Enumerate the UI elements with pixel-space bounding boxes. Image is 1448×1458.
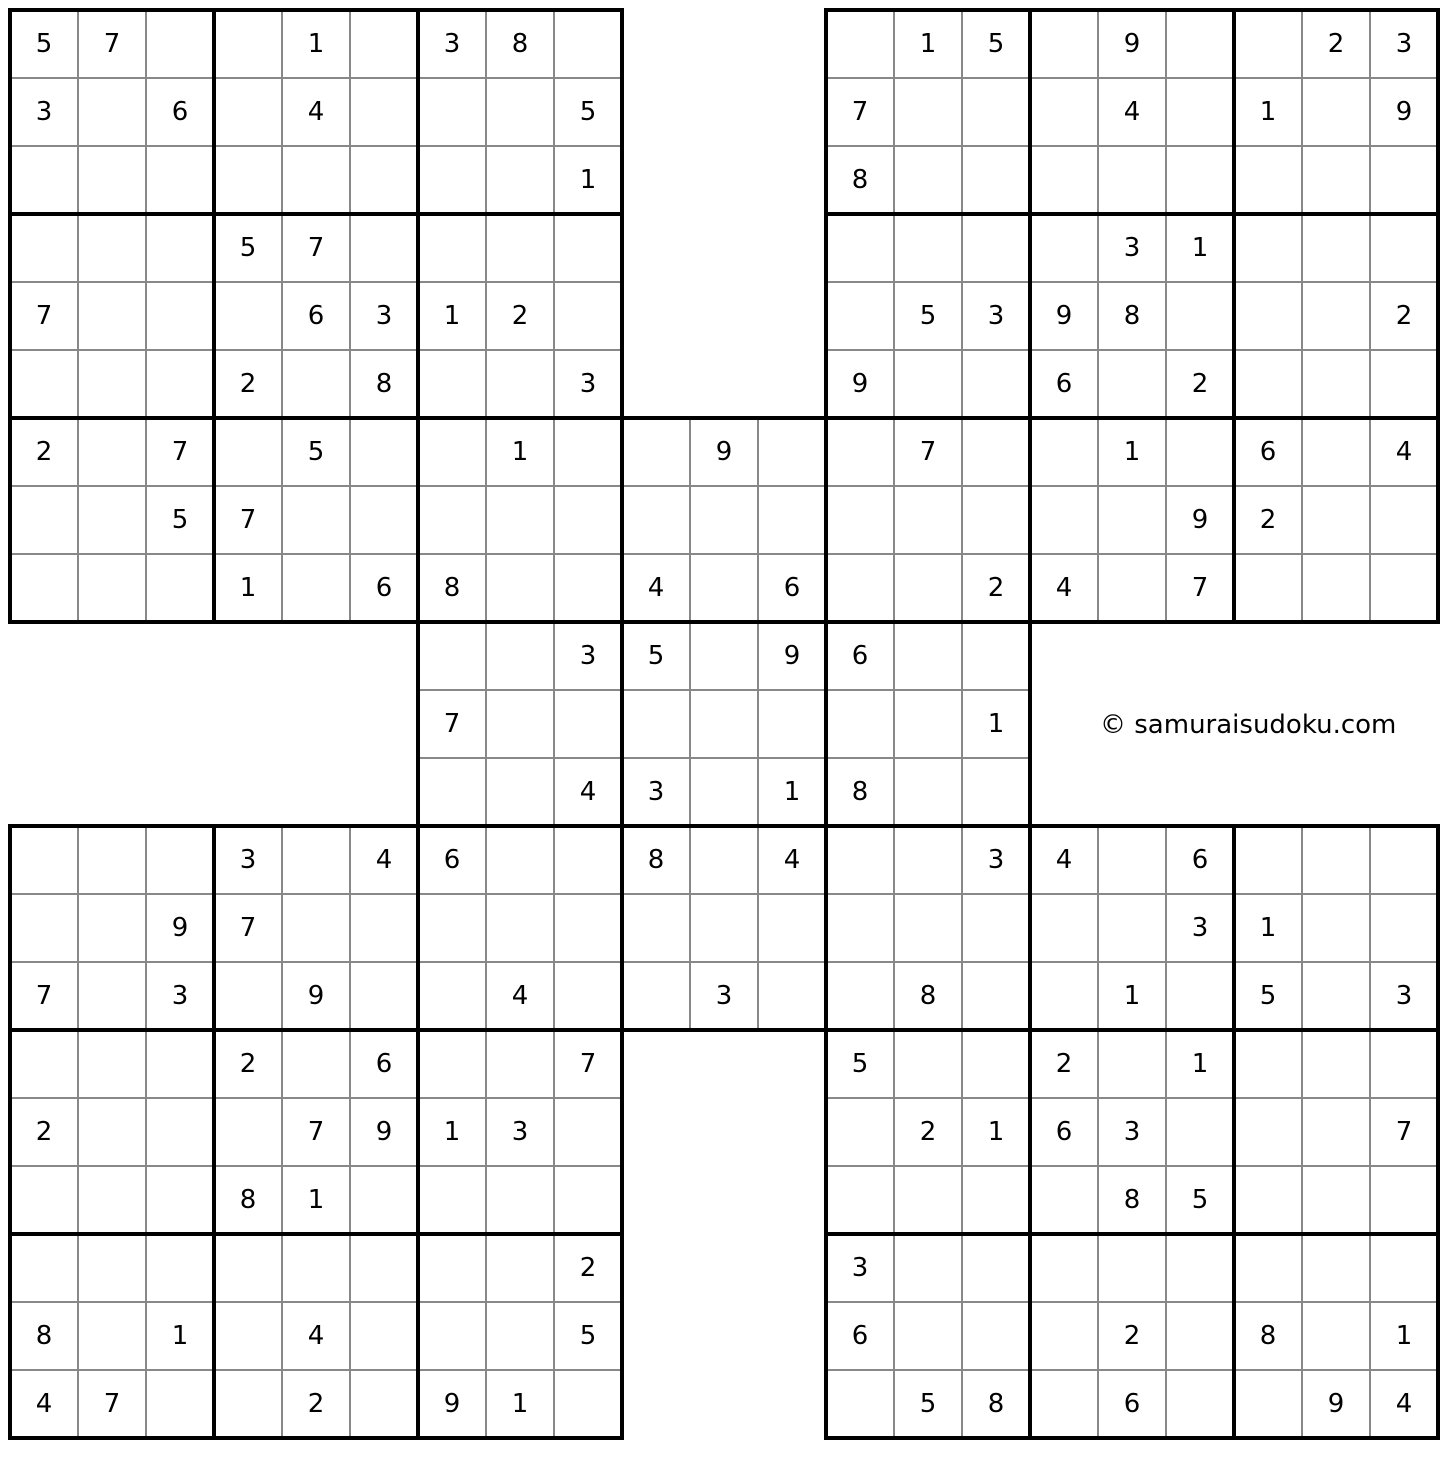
given-digit-cell: 7 xyxy=(103,29,121,59)
given-digit-cell: 4 xyxy=(35,1389,53,1419)
given-digit-cell: 5 xyxy=(579,97,597,127)
given-digit-cell: 7 xyxy=(919,437,937,467)
given-digit-cell: 8 xyxy=(511,29,529,59)
given-digit-cell: 3 xyxy=(987,845,1005,875)
given-digit-cell: 2 xyxy=(35,1117,53,1147)
given-digit-cell: 3 xyxy=(1395,981,1413,1011)
given-digit-cell: 5 xyxy=(919,1389,937,1419)
given-digit-cell: 8 xyxy=(1123,1185,1141,1215)
given-digit-cell: 6 xyxy=(1191,845,1209,875)
given-digit-cell: 8 xyxy=(851,777,869,807)
given-digit-cell: 2 xyxy=(1191,369,1209,399)
given-digit-cell: 7 xyxy=(443,709,461,739)
given-digit-cell: 1 xyxy=(1395,1321,1413,1351)
given-digit-cell: 4 xyxy=(579,777,597,807)
given-digit-cell: 5 xyxy=(987,29,1005,59)
given-digit-cell: 7 xyxy=(579,1049,597,1079)
given-digit-cell: 3 xyxy=(987,301,1005,331)
given-digit-cell: 6 xyxy=(375,573,393,603)
given-digit-cell: 9 xyxy=(783,641,801,671)
given-digit-cell: 3 xyxy=(647,777,665,807)
given-digit-cell: 2 xyxy=(1123,1321,1141,1351)
given-digit-cell: 8 xyxy=(987,1389,1005,1419)
given-digit-cell: 9 xyxy=(307,981,325,1011)
given-digit-cell: 7 xyxy=(1395,1117,1413,1147)
given-digit-cell: 4 xyxy=(307,1321,325,1351)
given-digit-cell: 1 xyxy=(1123,981,1141,1011)
given-digit-cell: 4 xyxy=(1123,97,1141,127)
given-digit-cell: 5 xyxy=(307,437,325,467)
given-digit-cell: 1 xyxy=(1123,437,1141,467)
given-digit-cell: 8 xyxy=(239,1185,257,1215)
given-digit-cell: 7 xyxy=(171,437,189,467)
given-digit-cell: 6 xyxy=(851,641,869,671)
given-digit-cell: 6 xyxy=(307,301,325,331)
given-digit-cell: 1 xyxy=(307,1185,325,1215)
given-digit-cell: 9 xyxy=(1395,97,1413,127)
given-digit-cell: 5 xyxy=(579,1321,597,1351)
given-digit-cell: 6 xyxy=(1259,437,1277,467)
given-digit-cell: 1 xyxy=(511,1389,529,1419)
given-digit-cell: 1 xyxy=(1191,1049,1209,1079)
given-digit-cell: 1 xyxy=(919,29,937,59)
given-digit-cell: 7 xyxy=(35,301,53,331)
given-digit-cell: 2 xyxy=(1055,1049,1073,1079)
given-digit-cell: 2 xyxy=(239,1049,257,1079)
given-digit-cell: 7 xyxy=(307,1117,325,1147)
given-digit-cell: 7 xyxy=(307,233,325,263)
given-digit-cell: 5 xyxy=(171,505,189,535)
given-digit-cell: 9 xyxy=(1191,505,1209,535)
given-digit-cell: 3 xyxy=(35,97,53,127)
given-digit-cell: 6 xyxy=(851,1321,869,1351)
given-digit-cell: 6 xyxy=(1055,1117,1073,1147)
given-digit-cell: 9 xyxy=(443,1389,461,1419)
given-digit-cell: 1 xyxy=(987,1117,1005,1147)
given-digit-cell: 5 xyxy=(35,29,53,59)
given-digit-cell: 6 xyxy=(443,845,461,875)
given-digit-cell: 9 xyxy=(1055,301,1073,331)
given-digit-cell: 3 xyxy=(1123,1117,1141,1147)
given-digit-cell: 3 xyxy=(851,1253,869,1283)
given-digit-cell: 5 xyxy=(1191,1185,1209,1215)
given-digit-cell: 6 xyxy=(783,573,801,603)
given-digit-cell: 7 xyxy=(851,97,869,127)
given-digit-cell: 4 xyxy=(647,573,665,603)
given-digit-cell: 9 xyxy=(171,913,189,943)
given-digit-cell: 8 xyxy=(851,165,869,195)
given-digit-cell: 4 xyxy=(307,97,325,127)
given-digit-cell: 8 xyxy=(1123,301,1141,331)
given-digit-cell: 3 xyxy=(171,981,189,1011)
given-digit-cell: 1 xyxy=(987,709,1005,739)
given-digit-cell: 3 xyxy=(715,981,733,1011)
given-digit-cell: 3 xyxy=(1191,913,1209,943)
given-digit-cell: 9 xyxy=(375,1117,393,1147)
given-digit-cell: 5 xyxy=(851,1049,869,1079)
given-digit-cell: 1 xyxy=(783,777,801,807)
given-digit-cell: 6 xyxy=(1123,1389,1141,1419)
given-digit-cell: 4 xyxy=(1395,1389,1413,1419)
given-digit-cell: 3 xyxy=(1123,233,1141,263)
given-digit-cell: 2 xyxy=(1259,505,1277,535)
given-digit-cell: 1 xyxy=(1191,233,1209,263)
given-digit-cell: 2 xyxy=(1395,301,1413,331)
given-digit-cell: 6 xyxy=(171,97,189,127)
copyright-text: © samuraisudoku.com xyxy=(1100,710,1397,740)
given-digit-cell: 5 xyxy=(1259,981,1277,1011)
given-digit-cell: 7 xyxy=(239,913,257,943)
given-digit-cell: 3 xyxy=(443,29,461,59)
given-digit-cell: 2 xyxy=(919,1117,937,1147)
given-digit-cell: 6 xyxy=(1055,369,1073,399)
given-digit-cell: 1 xyxy=(307,29,325,59)
given-digit-cell: 1 xyxy=(511,437,529,467)
given-digit-cell: 1 xyxy=(443,1117,461,1147)
given-digit-cell: 1 xyxy=(171,1321,189,1351)
given-digit-cell: 3 xyxy=(579,369,597,399)
given-digit-cell: 3 xyxy=(1395,29,1413,59)
given-digit-cell: 3 xyxy=(239,845,257,875)
given-digit-cell: 4 xyxy=(511,981,529,1011)
given-digit-cell: 2 xyxy=(307,1389,325,1419)
given-digit-cell: 1 xyxy=(579,165,597,195)
given-digit-cell: 8 xyxy=(375,369,393,399)
given-digit-cell: 7 xyxy=(35,981,53,1011)
given-digit-cell: 4 xyxy=(1055,573,1073,603)
given-digit-cell: 8 xyxy=(919,981,937,1011)
given-digit-cell: 4 xyxy=(783,845,801,875)
given-digit-cell: 5 xyxy=(919,301,937,331)
given-digit-cell: 8 xyxy=(35,1321,53,1351)
given-digit-cell: 1 xyxy=(1259,913,1277,943)
given-digit-cell: 1 xyxy=(1259,97,1277,127)
given-digit-cell: 2 xyxy=(511,301,529,331)
given-digit-cell: 9 xyxy=(851,369,869,399)
given-digit-cell: 1 xyxy=(239,573,257,603)
given-digit-cell: 2 xyxy=(35,437,53,467)
given-digit-cell: 3 xyxy=(579,641,597,671)
given-digit-cell: 2 xyxy=(987,573,1005,603)
given-digit-cell: 5 xyxy=(647,641,665,671)
given-digit-cell: 5 xyxy=(239,233,257,263)
given-digit-cell: 4 xyxy=(1395,437,1413,467)
given-digit-cell: 2 xyxy=(239,369,257,399)
given-digit-cell: 4 xyxy=(1055,845,1073,875)
given-digit-cell: 8 xyxy=(443,573,461,603)
given-digit-cell: 8 xyxy=(647,845,665,875)
given-digit-cell: 3 xyxy=(511,1117,529,1147)
given-digit-cell: 1 xyxy=(443,301,461,331)
given-digit-cell: 7 xyxy=(239,505,257,535)
given-digit-cell: 3 xyxy=(375,301,393,331)
given-digit-cell: 9 xyxy=(715,437,733,467)
given-digit-cell: 4 xyxy=(375,845,393,875)
given-digit-cell: 2 xyxy=(579,1253,597,1283)
given-digit-cell: 7 xyxy=(1191,573,1209,603)
given-digit-cell: 8 xyxy=(1259,1321,1277,1351)
given-digit-cell: 7 xyxy=(103,1389,121,1419)
given-digit-cell: 2 xyxy=(1327,29,1345,59)
given-digit-cell: 9 xyxy=(1327,1389,1345,1419)
given-digit-cell: 9 xyxy=(1123,29,1141,59)
given-digit-cell: 6 xyxy=(375,1049,393,1079)
